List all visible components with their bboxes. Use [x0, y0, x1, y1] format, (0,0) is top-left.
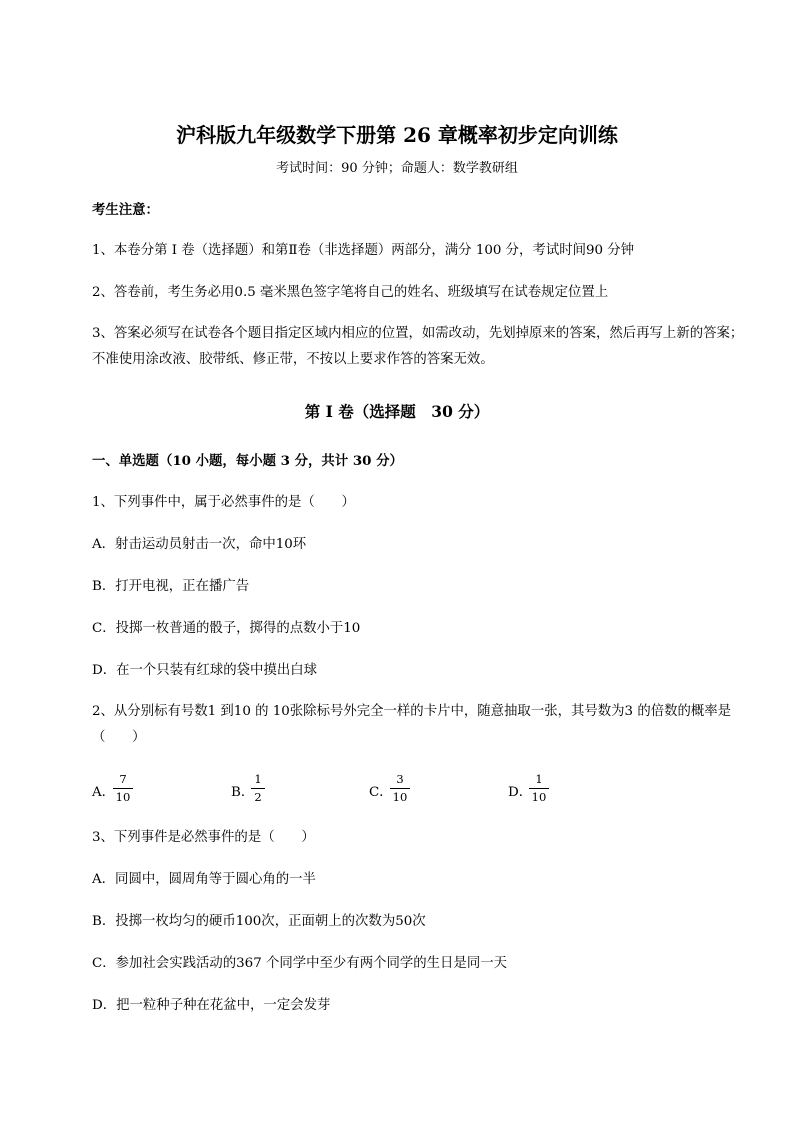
question-3-option-d: D．把一粒种子种在花盆中，一定会发芽 [92, 998, 331, 1013]
option-label: A． [92, 785, 116, 800]
fraction-numerator: 1 [535, 772, 543, 786]
question-2-stem: 2、从分别标有号数1 到10 的 10张除标号外完全一样的卡片中，随意抽取一张，其号数为3 的倍数的概率是（ ） [92, 704, 732, 745]
notice-item-3: 3、答案必须写在试卷各个题目指定区域内相应的位置，如需改动，先划掉原来的答案，然后再写上新的答案；不准使用涂改液、胶带纸、修正带，不按以上要求作答的答案无效。 [92, 326, 744, 367]
fraction-bar [390, 788, 410, 789]
notice-heading: 考生注意： [92, 202, 159, 218]
notice-item-1: 1、本卷分第 I 卷（选择题）和第Ⅱ卷（非选择题）两部分，满分 100 分，考试时间90 分钟 [92, 243, 635, 258]
fraction-denominator: 10 [115, 790, 131, 804]
fraction [251, 772, 265, 805]
question-1-stem: 1、下列事件中，属于必然事件的是（ ） [92, 495, 355, 510]
fraction-numerator: 7 [119, 772, 127, 786]
question-3-stem: 3、下列事件是必然事件的是（ ） [92, 830, 315, 845]
fraction-denominator: 10 [531, 790, 547, 804]
fraction [390, 772, 410, 805]
fraction-numerator: 1 [254, 772, 262, 786]
option-label: D． [508, 785, 533, 800]
fraction [529, 772, 549, 805]
question-2-options [92, 772, 752, 812]
fraction-bar [251, 788, 265, 789]
fraction-denominator: 2 [254, 790, 262, 804]
question-3-option-c: C．参加社会实践活动的367 个同学中至少有两个同学的生日是同一天 [92, 956, 507, 971]
question-3-option-a: A．同圆中，圆周角等于圆心角的一半 [92, 872, 316, 887]
fraction-denominator: 10 [392, 790, 408, 804]
question-1-option-c: C．投掷一枚普通的骰子，掷得的点数小于10 [92, 621, 361, 636]
question-1-option-a: A．射击运动员射击一次，命中10环 [92, 537, 307, 552]
section-title: 第 I 卷（选择题 30 分） [304, 402, 490, 421]
fraction-bar [113, 788, 133, 789]
notice-item-2: 2、答卷前，考生务必用0.5 毫米黑色签字笔将自己的姓名、班级填写在试卷规定位置上 [92, 285, 609, 300]
question-1-option-b: B．打开电视，正在播广告 [92, 579, 250, 594]
exam-title: 沪科版九年级数学下册第 26 章概率初步定向训练 [176, 123, 618, 147]
option-label: C． [369, 785, 393, 800]
question-1-option-d: D．在一个只装有红球的袋中摸出白球 [92, 663, 317, 678]
question-3-option-b: B．投掷一枚均匀的硬币100次，正面朝上的次数为50次 [92, 914, 426, 929]
option-label: B． [231, 785, 255, 800]
fraction-bar [529, 788, 549, 789]
fraction [113, 772, 133, 805]
part-heading: 一、单选题（10 小题，每小题 3 分，共计 30 分） [92, 453, 403, 469]
fraction-numerator: 3 [396, 772, 404, 786]
exam-subtitle: 考试时间：90 分钟；命题人：数学教研组 [276, 161, 518, 176]
